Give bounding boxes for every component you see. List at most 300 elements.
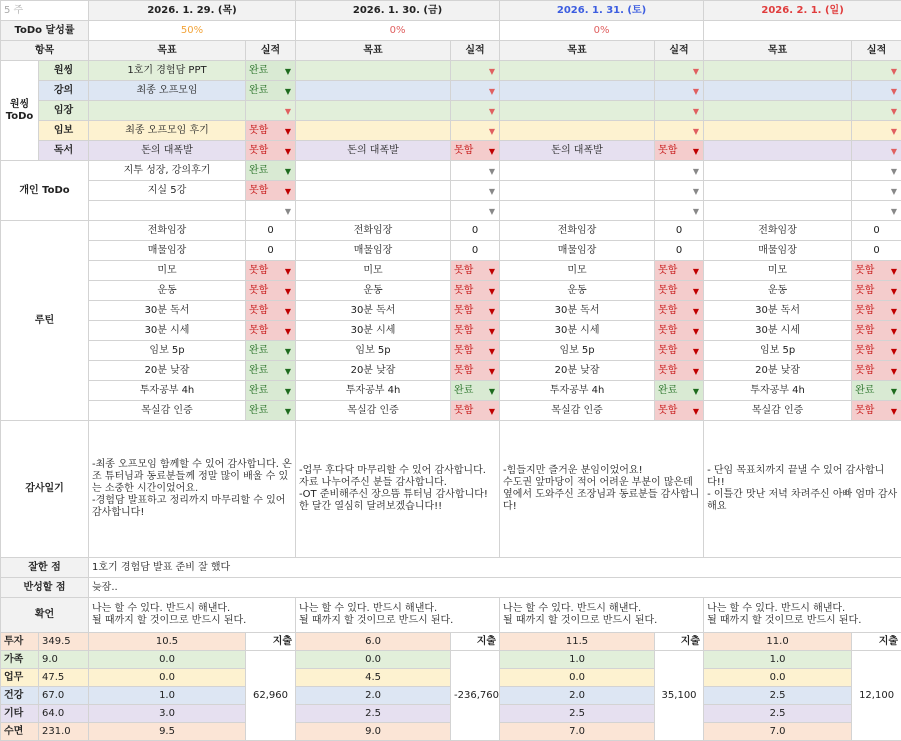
- routine-count[interactable]: 0: [655, 241, 704, 261]
- result-dropdown[interactable]: [655, 321, 704, 341]
- result-dropdown[interactable]: [655, 201, 704, 221]
- result-dropdown[interactable]: [451, 321, 500, 341]
- total-day-value[interactable]: 1.0: [500, 651, 655, 669]
- affirm-value[interactable]: 나는 할 수 있다. 반드시 해낸다. 될 때까지 할 것이므로 반드시 된다.: [296, 598, 500, 633]
- spend-label: 지출: [246, 633, 296, 651]
- todo-rate-label: ToDo 달성률: [1, 21, 89, 41]
- goal-header: 목표: [89, 41, 246, 61]
- dropdown-arrow-icon[interactable]: ▼: [890, 207, 898, 216]
- result-dropdown[interactable]: [852, 261, 901, 281]
- goal-cell[interactable]: [704, 181, 852, 201]
- goal-cell[interactable]: [704, 81, 852, 101]
- routine-item: 30분 시세: [296, 321, 451, 341]
- dropdown-arrow-icon[interactable]: ▼: [890, 347, 898, 356]
- result-value: 못함: [249, 324, 269, 336]
- goal-cell[interactable]: 지실 5강: [89, 181, 246, 201]
- result-value: 못함: [454, 404, 474, 416]
- result-value: 못함: [454, 364, 474, 376]
- dropdown-arrow-icon[interactable]: ▼: [284, 327, 292, 336]
- result-dropdown[interactable]: [451, 81, 500, 101]
- total-day-value[interactable]: 2.5: [500, 705, 655, 723]
- result-dropdown[interactable]: [852, 81, 901, 101]
- result-value: 완료: [249, 164, 269, 176]
- result-dropdown[interactable]: [451, 101, 500, 121]
- spend-value[interactable]: 62,960: [246, 651, 296, 741]
- dropdown-arrow-icon[interactable]: ▼: [890, 387, 898, 396]
- routine-item: 30분 시세: [500, 321, 655, 341]
- routine-count[interactable]: 0: [246, 221, 296, 241]
- routine-item: 30분 독서: [296, 301, 451, 321]
- result-value: 못함: [658, 304, 678, 316]
- routine-item: 전화임장: [89, 221, 246, 241]
- reflect-value[interactable]: 늦잠..: [89, 578, 901, 598]
- result-dropdown[interactable]: [246, 321, 296, 341]
- wonssing-row-label: 원씽: [39, 61, 89, 81]
- dropdown-arrow-icon[interactable]: ▼: [692, 167, 700, 176]
- routine-count[interactable]: 0: [451, 221, 500, 241]
- goal-header: 목표: [500, 41, 655, 61]
- routine-item: 미모: [704, 261, 852, 281]
- dropdown-arrow-icon[interactable]: ▼: [488, 367, 496, 376]
- result-dropdown[interactable]: [246, 81, 296, 101]
- result-dropdown[interactable]: [655, 361, 704, 381]
- result-dropdown[interactable]: [246, 361, 296, 381]
- dropdown-arrow-icon[interactable]: ▼: [488, 187, 496, 196]
- affirm-label: 확언: [1, 598, 89, 633]
- result-value: 못함: [855, 404, 875, 416]
- result-dropdown[interactable]: [246, 381, 296, 401]
- result-dropdown[interactable]: [655, 301, 704, 321]
- result-dropdown[interactable]: [246, 61, 296, 81]
- result-value: 못함: [454, 144, 474, 156]
- dropdown-arrow-icon[interactable]: ▼: [692, 307, 700, 316]
- routine-count[interactable]: 0: [852, 241, 901, 261]
- routine-item: 투자공부 4h: [296, 381, 451, 401]
- goal-cell[interactable]: [500, 161, 655, 181]
- routine-item: 임보 5p: [704, 341, 852, 361]
- routine-item: 30분 독서: [704, 301, 852, 321]
- dropdown-arrow-icon[interactable]: ▼: [890, 327, 898, 336]
- affirm-value[interactable]: 나는 할 수 있다. 반드시 해낸다. 될 때까지 할 것이므로 반드시 된다.: [89, 598, 296, 633]
- dropdown-arrow-icon[interactable]: ▼: [488, 207, 496, 216]
- result-value: 못함: [658, 364, 678, 376]
- routine-item: 임보 5p: [296, 341, 451, 361]
- routine-item: 목실감 인증: [296, 401, 451, 421]
- dropdown-arrow-icon[interactable]: ▼: [284, 127, 292, 136]
- result-dropdown[interactable]: [852, 381, 901, 401]
- total-day-value[interactable]: 2.5: [704, 705, 852, 723]
- result-value: 못함: [658, 264, 678, 276]
- total-day-value[interactable]: 11.5: [500, 633, 655, 651]
- routine-item: 운동: [500, 281, 655, 301]
- dropdown-arrow-icon[interactable]: ▼: [488, 407, 496, 416]
- todo-rate-value: 0%: [296, 21, 500, 41]
- result-dropdown[interactable]: [852, 201, 901, 221]
- result-dropdown[interactable]: [655, 161, 704, 181]
- total-day-value[interactable]: 0.0: [704, 669, 852, 687]
- routine-item: 투자공부 4h: [704, 381, 852, 401]
- goal-cell[interactable]: 지투 성장, 강의후기: [89, 161, 246, 181]
- result-dropdown[interactable]: [852, 61, 901, 81]
- total-day-value[interactable]: 7.0: [500, 723, 655, 741]
- dropdown-arrow-icon[interactable]: ▼: [890, 127, 898, 136]
- dropdown-arrow-icon[interactable]: ▼: [692, 207, 700, 216]
- total-category-label: 투자: [1, 633, 39, 651]
- result-dropdown[interactable]: [852, 321, 901, 341]
- dropdown-arrow-icon[interactable]: ▼: [692, 407, 700, 416]
- goal-cell[interactable]: [296, 181, 451, 201]
- result-dropdown[interactable]: [655, 141, 704, 161]
- routine-item: 매물임장: [89, 241, 246, 261]
- goal-cell[interactable]: [704, 141, 852, 161]
- result-dropdown[interactable]: [246, 141, 296, 161]
- dropdown-arrow-icon[interactable]: ▼: [284, 147, 292, 156]
- goal-cell[interactable]: 1호기 경험담 PPT: [89, 61, 246, 81]
- result-dropdown[interactable]: [246, 161, 296, 181]
- result-value: 완료: [249, 344, 269, 356]
- todo-rate-value: 50%: [89, 21, 296, 41]
- result-dropdown[interactable]: [852, 161, 901, 181]
- total-day-value[interactable]: 3.0: [89, 705, 246, 723]
- total-day-value[interactable]: 0.0: [89, 669, 246, 687]
- todo-rate-value: [704, 21, 901, 41]
- goal-cell[interactable]: [500, 81, 655, 101]
- routine-item: 20분 낮잠: [500, 361, 655, 381]
- result-dropdown[interactable]: [655, 341, 704, 361]
- dropdown-arrow-icon[interactable]: ▼: [692, 347, 700, 356]
- total-day-value[interactable]: 6.0: [296, 633, 451, 651]
- total-sum: 231.0: [39, 723, 89, 741]
- result-dropdown[interactable]: [451, 381, 500, 401]
- total-day-value[interactable]: 9.0: [296, 723, 451, 741]
- total-day-value[interactable]: 2.5: [704, 687, 852, 705]
- result-value: 못함: [658, 344, 678, 356]
- goal-cell[interactable]: [704, 121, 852, 141]
- result-dropdown[interactable]: [852, 121, 901, 141]
- dropdown-arrow-icon[interactable]: ▼: [284, 187, 292, 196]
- total-day-value[interactable]: 0.0: [296, 651, 451, 669]
- wonssing-row-label: 강의: [39, 81, 89, 101]
- goal-cell[interactable]: 최종 오프모임: [89, 81, 246, 101]
- dropdown-arrow-icon[interactable]: ▼: [284, 207, 292, 216]
- week-label: 5 주: [1, 1, 89, 21]
- result-value: 못함: [855, 284, 875, 296]
- dropdown-arrow-icon[interactable]: ▼: [890, 107, 898, 116]
- reflect-label: 반성할 점: [1, 578, 89, 598]
- result-value: 못함: [855, 264, 875, 276]
- dropdown-arrow-icon[interactable]: ▼: [890, 407, 898, 416]
- dropdown-arrow-icon[interactable]: ▼: [692, 107, 700, 116]
- dropdown-arrow-icon[interactable]: ▼: [488, 287, 496, 296]
- result-header: 실적: [246, 41, 296, 61]
- dropdown-arrow-icon[interactable]: ▼: [488, 307, 496, 316]
- dropdown-arrow-icon[interactable]: ▼: [890, 307, 898, 316]
- result-dropdown[interactable]: [246, 301, 296, 321]
- routine-count[interactable]: 0: [451, 241, 500, 261]
- dropdown-arrow-icon[interactable]: ▼: [692, 387, 700, 396]
- dropdown-arrow-icon[interactable]: ▼: [488, 267, 496, 276]
- total-sum: 349.5: [39, 633, 89, 651]
- dropdown-arrow-icon[interactable]: ▼: [692, 187, 700, 196]
- result-dropdown[interactable]: [655, 401, 704, 421]
- goal-cell[interactable]: 돈의 대폭발: [500, 141, 655, 161]
- gratitude-note[interactable]: -최종 오프모임 함께할 수 있어 감사합니다. 온조 튜터님과 동료분들께 정말 많이 배울 수 있는 소중한 시간이었어요. -경험담 발표하고 정리까지 마무리할 수 있어 감사합니다!: [89, 421, 296, 558]
- result-dropdown[interactable]: [655, 81, 704, 101]
- personal-section-label: 개인 ToDo: [1, 161, 89, 221]
- result-dropdown[interactable]: [451, 141, 500, 161]
- dropdown-arrow-icon[interactable]: ▼: [488, 347, 496, 356]
- dropdown-arrow-icon[interactable]: ▼: [692, 67, 700, 76]
- result-dropdown[interactable]: [852, 401, 901, 421]
- spend-value[interactable]: 35,100: [655, 651, 704, 741]
- result-value: 못함: [454, 264, 474, 276]
- result-dropdown[interactable]: [451, 281, 500, 301]
- total-day-value[interactable]: 10.5: [89, 633, 246, 651]
- result-dropdown[interactable]: [451, 361, 500, 381]
- routine-count[interactable]: 0: [246, 241, 296, 261]
- result-value: 못함: [249, 284, 269, 296]
- total-day-value[interactable]: 11.0: [704, 633, 852, 651]
- date-header: 2026. 2. 1. (일): [704, 1, 901, 21]
- dropdown-arrow-icon[interactable]: ▼: [890, 287, 898, 296]
- dropdown-arrow-icon[interactable]: ▼: [890, 167, 898, 176]
- good-label: 잘한 점: [1, 558, 89, 578]
- goal-cell[interactable]: 돈의 대폭발: [296, 141, 451, 161]
- result-dropdown[interactable]: [655, 61, 704, 81]
- goal-cell[interactable]: [500, 181, 655, 201]
- result-dropdown[interactable]: [246, 401, 296, 421]
- result-dropdown[interactable]: [451, 261, 500, 281]
- result-dropdown[interactable]: [655, 121, 704, 141]
- affirm-value[interactable]: 나는 할 수 있다. 반드시 해낸다. 될 때까지 할 것이므로 반드시 된다.: [500, 598, 704, 633]
- gratitude-note[interactable]: -힘들지만 즐거운 분임이었어요! 수도권 앞마당이 적어 어려운 부분이 많은데 옆에서 도와주신 조장님과 동료분들 감사합니다!: [500, 421, 704, 558]
- dropdown-arrow-icon[interactable]: ▼: [284, 367, 292, 376]
- routine-item: 미모: [500, 261, 655, 281]
- result-value: 못함: [658, 324, 678, 336]
- result-value: 못함: [454, 284, 474, 296]
- total-day-value[interactable]: 0.0: [500, 669, 655, 687]
- routine-count[interactable]: 0: [655, 221, 704, 241]
- total-day-value[interactable]: 4.5: [296, 669, 451, 687]
- routine-item: 투자공부 4h: [89, 381, 246, 401]
- result-value: 못함: [855, 364, 875, 376]
- result-dropdown[interactable]: [451, 61, 500, 81]
- dropdown-arrow-icon[interactable]: ▼: [890, 187, 898, 196]
- result-dropdown[interactable]: [852, 101, 901, 121]
- routine-item: 20분 낮잠: [89, 361, 246, 381]
- goal-cell[interactable]: [704, 161, 852, 181]
- result-value: 못함: [249, 124, 269, 136]
- dropdown-arrow-icon[interactable]: ▼: [890, 87, 898, 96]
- spend-value[interactable]: 12,100: [852, 651, 901, 741]
- goal-cell[interactable]: [500, 121, 655, 141]
- result-header: 실적: [451, 41, 500, 61]
- result-dropdown[interactable]: [451, 181, 500, 201]
- result-dropdown[interactable]: [655, 101, 704, 121]
- dropdown-arrow-icon[interactable]: ▼: [284, 387, 292, 396]
- dropdown-arrow-icon[interactable]: ▼: [488, 147, 496, 156]
- dropdown-arrow-icon[interactable]: ▼: [890, 147, 898, 156]
- result-value: 못함: [249, 144, 269, 156]
- result-dropdown[interactable]: [852, 341, 901, 361]
- routine-item: 전화임장: [296, 221, 451, 241]
- result-dropdown[interactable]: [852, 301, 901, 321]
- dropdown-arrow-icon[interactable]: ▼: [488, 387, 496, 396]
- dropdown-arrow-icon[interactable]: ▼: [890, 67, 898, 76]
- result-dropdown[interactable]: [451, 401, 500, 421]
- gratitude-note[interactable]: - 단임 목표치까지 끝낼 수 있어 감사합니다!! - 이틀간 맛난 저녁 차려주신 아빠 엄마 감사해요: [704, 421, 901, 558]
- dropdown-arrow-icon[interactable]: ▼: [692, 87, 700, 96]
- result-value: 완료: [249, 384, 269, 396]
- routine-item: 전화임장: [500, 221, 655, 241]
- result-dropdown[interactable]: [852, 281, 901, 301]
- result-value: 완료: [249, 64, 269, 76]
- spend-label: 지출: [655, 633, 704, 651]
- goal-cell[interactable]: [89, 101, 246, 121]
- result-dropdown[interactable]: [655, 381, 704, 401]
- dropdown-arrow-icon[interactable]: ▼: [284, 287, 292, 296]
- result-dropdown[interactable]: [852, 141, 901, 161]
- dropdown-arrow-icon[interactable]: ▼: [692, 367, 700, 376]
- spend-value[interactable]: -236,760: [451, 651, 500, 741]
- total-category-label: 가족: [1, 651, 39, 669]
- total-category-label: 기타: [1, 705, 39, 723]
- total-category-label: 건강: [1, 687, 39, 705]
- result-header: 실적: [852, 41, 901, 61]
- dropdown-arrow-icon[interactable]: ▼: [284, 267, 292, 276]
- dropdown-arrow-icon[interactable]: ▼: [488, 87, 496, 96]
- result-dropdown[interactable]: [451, 121, 500, 141]
- total-day-value[interactable]: 9.5: [89, 723, 246, 741]
- result-dropdown[interactable]: [246, 181, 296, 201]
- dropdown-arrow-icon[interactable]: ▼: [890, 367, 898, 376]
- dropdown-arrow-icon[interactable]: ▼: [284, 87, 292, 96]
- total-category-label: 업무: [1, 669, 39, 687]
- result-dropdown[interactable]: [246, 261, 296, 281]
- goal-cell[interactable]: [500, 201, 655, 221]
- dropdown-arrow-icon[interactable]: ▼: [488, 167, 496, 176]
- result-dropdown[interactable]: [246, 281, 296, 301]
- result-value: 못함: [454, 344, 474, 356]
- goal-cell[interactable]: [296, 81, 451, 101]
- routine-item: 운동: [296, 281, 451, 301]
- goal-cell[interactable]: 돈의 대폭발: [89, 141, 246, 161]
- goal-header: 목표: [704, 41, 852, 61]
- routine-item: 미모: [89, 261, 246, 281]
- result-header: 실적: [655, 41, 704, 61]
- result-dropdown[interactable]: [451, 301, 500, 321]
- dropdown-arrow-icon[interactable]: ▼: [692, 287, 700, 296]
- goal-header: 목표: [296, 41, 451, 61]
- goal-cell[interactable]: [89, 201, 246, 221]
- dropdown-arrow-icon[interactable]: ▼: [284, 407, 292, 416]
- result-dropdown[interactable]: [852, 181, 901, 201]
- dropdown-arrow-icon[interactable]: ▼: [284, 307, 292, 316]
- date-header: 2026. 1. 29. (목): [89, 1, 296, 21]
- result-value: 못함: [855, 304, 875, 316]
- goal-cell[interactable]: [296, 161, 451, 181]
- wonssing-row-label: 임장: [39, 101, 89, 121]
- total-day-value[interactable]: 0.0: [89, 651, 246, 669]
- goal-cell[interactable]: [296, 201, 451, 221]
- result-dropdown[interactable]: [246, 201, 296, 221]
- total-day-value[interactable]: 1.0: [704, 651, 852, 669]
- total-category-label: 수면: [1, 723, 39, 741]
- result-value: 못함: [658, 284, 678, 296]
- result-dropdown[interactable]: [246, 121, 296, 141]
- routine-item: 20분 낮잠: [296, 361, 451, 381]
- goal-cell[interactable]: [296, 121, 451, 141]
- dropdown-arrow-icon[interactable]: ▼: [692, 127, 700, 136]
- total-day-value[interactable]: 2.0: [296, 687, 451, 705]
- total-sum: 9.0: [39, 651, 89, 669]
- good-value[interactable]: 1호기 경험담 발표 준비 잘 했다: [89, 558, 901, 578]
- routine-item: 30분 독서: [89, 301, 246, 321]
- result-value: 못함: [454, 324, 474, 336]
- wonssing-row-label: 독서: [39, 141, 89, 161]
- dropdown-arrow-icon[interactable]: ▼: [488, 67, 496, 76]
- dropdown-arrow-icon[interactable]: ▼: [692, 267, 700, 276]
- dropdown-arrow-icon[interactable]: ▼: [488, 327, 496, 336]
- dropdown-arrow-icon[interactable]: ▼: [692, 147, 700, 156]
- total-day-value[interactable]: 7.0: [704, 723, 852, 741]
- result-value: 완료: [249, 364, 269, 376]
- goal-cell[interactable]: [704, 101, 852, 121]
- dropdown-arrow-icon[interactable]: ▼: [284, 67, 292, 76]
- routine-item: 목실감 인증: [704, 401, 852, 421]
- gratitude-section-label: 감사일기: [1, 421, 89, 558]
- dropdown-arrow-icon[interactable]: ▼: [692, 327, 700, 336]
- result-value: 완료: [249, 84, 269, 96]
- result-dropdown[interactable]: [655, 281, 704, 301]
- routine-item: 30분 독서: [500, 301, 655, 321]
- goal-cell[interactable]: [500, 101, 655, 121]
- dropdown-arrow-icon[interactable]: ▼: [284, 347, 292, 356]
- routine-item: 매물임장: [704, 241, 852, 261]
- result-dropdown[interactable]: [246, 341, 296, 361]
- goal-cell[interactable]: [296, 101, 451, 121]
- dropdown-arrow-icon[interactable]: ▼: [284, 107, 292, 116]
- goal-cell[interactable]: [704, 201, 852, 221]
- affirm-value[interactable]: 나는 할 수 있다. 반드시 해낸다. 될 때까지 할 것이므로 반드시 된다.: [704, 598, 901, 633]
- result-dropdown[interactable]: [655, 261, 704, 281]
- total-day-value[interactable]: 2.5: [296, 705, 451, 723]
- gratitude-note[interactable]: -업무 후다닥 마무리할 수 있어 감사합니다. 자료 나누어주신 분들 감사합니다. -OT 준비해주신 장으뜸 튜터님 감사합니다! 한 달간 열심히 달려보겠습니다!!: [296, 421, 500, 558]
- result-dropdown[interactable]: [451, 161, 500, 181]
- goal-cell[interactable]: 최종 오프모임 후기: [89, 121, 246, 141]
- dropdown-arrow-icon[interactable]: ▼: [488, 107, 496, 116]
- result-dropdown[interactable]: [451, 201, 500, 221]
- routine-item: 매물임장: [500, 241, 655, 261]
- goal-cell[interactable]: [296, 61, 451, 81]
- goal-cell[interactable]: [500, 61, 655, 81]
- result-value: 못함: [454, 304, 474, 316]
- result-value: 못함: [249, 184, 269, 196]
- total-day-value[interactable]: 2.0: [500, 687, 655, 705]
- dropdown-arrow-icon[interactable]: ▼: [488, 127, 496, 136]
- result-dropdown[interactable]: [246, 101, 296, 121]
- total-day-value[interactable]: 1.0: [89, 687, 246, 705]
- dropdown-arrow-icon[interactable]: ▼: [284, 167, 292, 176]
- result-dropdown[interactable]: [451, 341, 500, 361]
- result-dropdown[interactable]: [852, 361, 901, 381]
- result-value: 완료: [249, 404, 269, 416]
- dropdown-arrow-icon[interactable]: ▼: [890, 267, 898, 276]
- routine-item: 운동: [89, 281, 246, 301]
- routine-count[interactable]: 0: [852, 221, 901, 241]
- goal-cell[interactable]: [704, 61, 852, 81]
- result-dropdown[interactable]: [655, 181, 704, 201]
